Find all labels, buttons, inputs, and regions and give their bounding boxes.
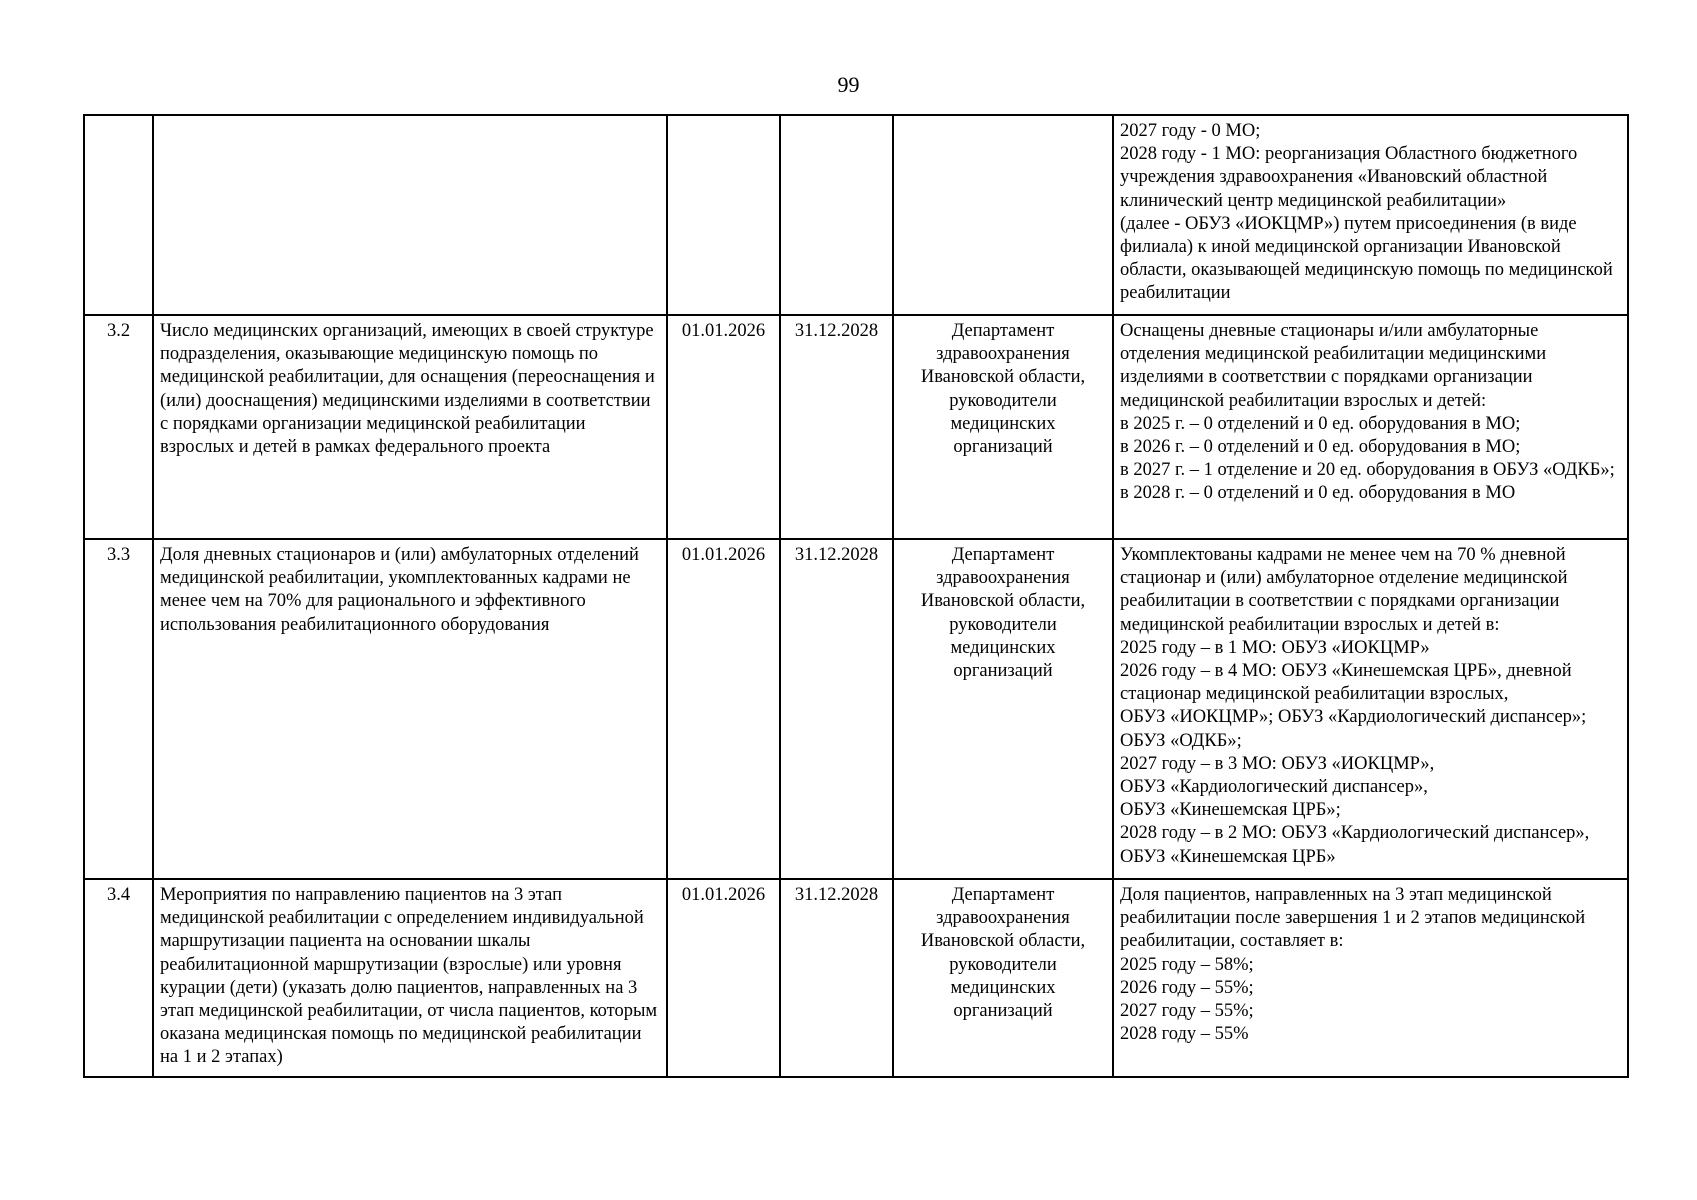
row-number-cell — [84, 115, 153, 315]
start-date-cell — [667, 115, 780, 315]
start-date-cell: 01.01.2026 — [667, 879, 780, 1077]
executor-cell: Департамент здравоохранения Ивановской области, руководители медицинских организаций — [893, 879, 1113, 1077]
activity-cell: Число медицинских организаций, имеющих в своей структуре подразделения, оказывающие медицинскую помощь по медицинской реабилитации, для оснащения (переоснащения и (или) дооснащения) медицинскими изделиями в соответствии с порядками организации медицинской реабилитации взрослых и детей в рамках федерального проекта — [153, 315, 667, 539]
row-number-cell: 3.4 — [84, 879, 153, 1077]
page-number: 99 — [837, 72, 860, 97]
row-number-cell: 3.3 — [84, 539, 153, 879]
activity-cell: Доля дневных стационаров и (или) амбулаторных отделений медицинской реабилитации, укомплектованных кадрами не менее чем на 70% для рационального и эффективного использования реабилитационного оборудования — [153, 539, 667, 879]
result-cell: Укомплектованы кадрами не менее чем на 70 % дневной стационар и (или) амбулаторное отделение медицинской реабилитации в соответствии с порядками организации медицинской реабилитации взрослых и детей в: 2025 году – в 1 МО: ОБУЗ «ИОКЦМР» 2026 году – в 4 МО: ОБУЗ «Кинешемская ЦРБ», дневной стационар медицинской реабилитации взрослых, ОБУЗ «ИОКЦМР»; ОБУЗ «Кардиологический диспансер»; ОБУЗ «ОДКБ»; 2027 году – в 3 МО: ОБУЗ «ИОКЦМР», ОБУЗ «Кардиологический диспансер», ОБУЗ «Кинешемская ЦРБ»; 2028 году – в 2 МО: ОБУЗ «Кардиологический диспансер», ОБУЗ «Кинешемская ЦРБ» — [1113, 539, 1628, 879]
result-cell: Доля пациентов, направленных на 3 этап медицинской реабилитации после завершения 1 и 2 этапов медицинской реабилитации, составляет в: 2025 году – 58%; 2026 году – 55%; 2027 году – 55%; 2028 году – 55% — [1113, 879, 1628, 1077]
executor-cell: Департамент здравоохранения Ивановской области, руководители медицинских организаций — [893, 315, 1113, 539]
table-row — [84, 115, 1628, 315]
start-date-cell: 01.01.2026 — [667, 539, 780, 879]
activity-cell: Мероприятия по направлению пациентов на 3 этап медицинской реабилитации с определением индивидуальной маршрутизации пациента на основании шкалы реабилитационной маршрутизации (взрослые) или уровня курации (дети) (указать долю пациентов, направленных на 3 этап медицинской реабилитации, от числа пациентов, которым оказана медицинская помощь по медицинской реабилитации на 1 и 2 этапах) — [153, 879, 667, 1077]
end-date-cell — [780, 115, 893, 315]
plan-table — [83, 114, 1629, 1078]
table-row — [84, 315, 1628, 539]
executor-cell — [893, 115, 1113, 315]
table-row — [84, 879, 1628, 1077]
end-date-cell: 31.12.2028 — [780, 879, 893, 1077]
result-cell: Оснащены дневные стационары и/или амбулаторные отделения медицинской реабилитации медицинскими изделиями в соответствии с порядками организации медицинской реабилитации взрослых и детей: в 2025 г. – 0 отделений и 0 ед. оборудования в МО; в 2026 г. – 0 отделений и 0 ед. оборудования в МО; в 2027 г. – 1 отделение и 20 ед. оборудования в ОБУЗ «ОДКБ»; в 2028 г. – 0 отделений и 0 ед. оборудования в МО — [1113, 315, 1628, 539]
start-date-cell: 01.01.2026 — [667, 315, 780, 539]
end-date-cell: 31.12.2028 — [780, 539, 893, 879]
end-date-cell: 31.12.2028 — [780, 315, 893, 539]
activity-cell — [153, 115, 667, 315]
executor-cell: Департамент здравоохранения Ивановской области, руководители медицинских организаций — [893, 539, 1113, 879]
result-cell: 2027 году - 0 МО; 2028 году - 1 МО: реорганизация Областного бюджетного учреждения здравоохранения «Ивановский областной клинический центр медицинской реабилитации» (далее - ОБУЗ «ИОКЦМР») путем присоединения (в виде филиала) к иной медицинской организации Ивановской области, оказывающей медицинскую помощь по медицинской реабилитации — [1113, 115, 1628, 315]
row-number-cell: 3.2 — [84, 315, 153, 539]
table-row — [84, 539, 1628, 879]
